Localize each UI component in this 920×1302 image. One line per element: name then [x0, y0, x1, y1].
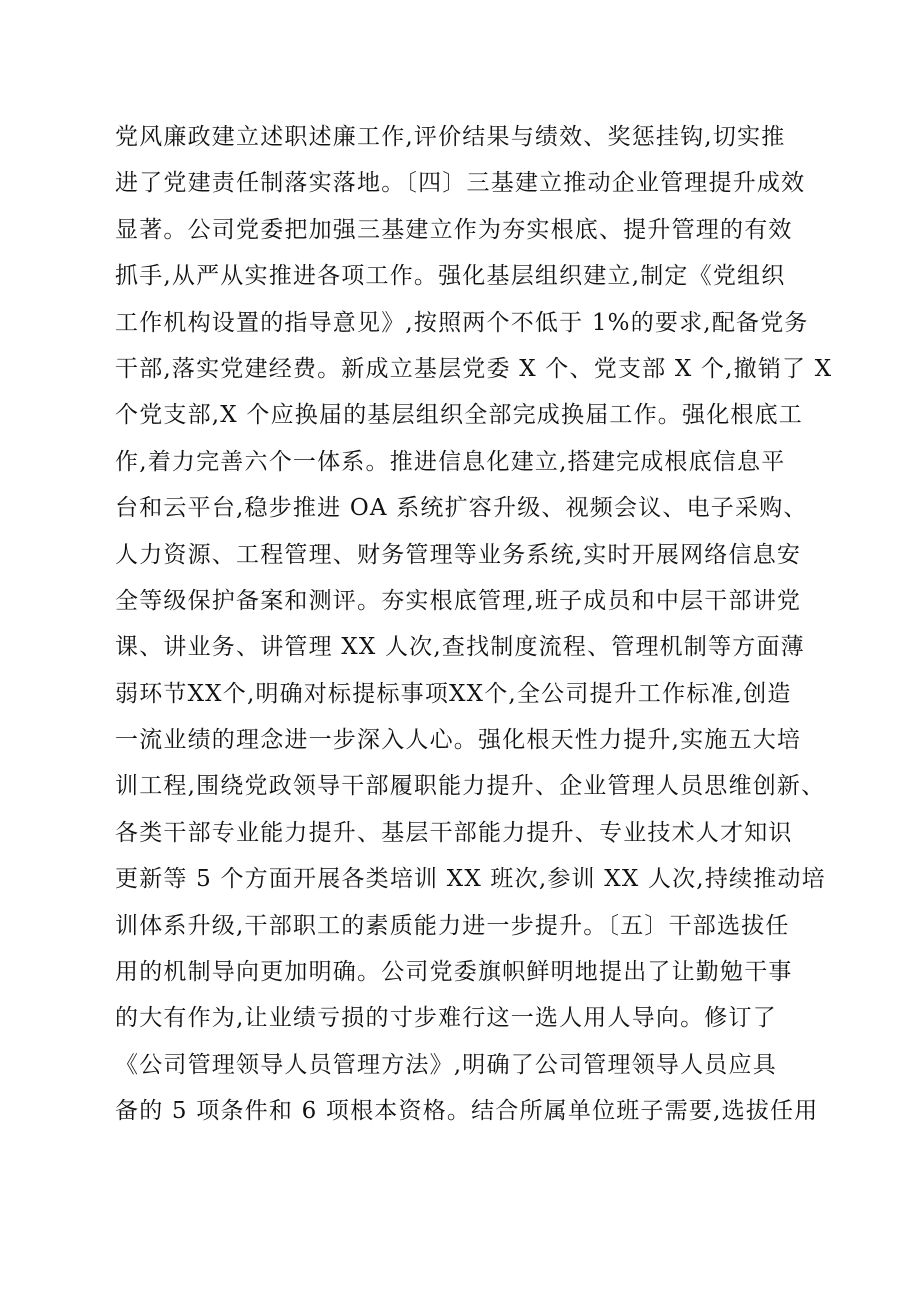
text-line: 更新等 5 个方面开展各类培训 XX 班次,参训 XX 人次,持续推动培 — [115, 866, 826, 893]
body-text — [115, 114, 833, 1135]
text-line: 各类干部专业能力提升、基层干部能力提升、专业技术人才知识 — [115, 819, 793, 846]
text-line: 备的 5 项条件和 6 项根本资格。结合所属单位班子需要,选拔任用 — [115, 1098, 819, 1125]
text-line: 人力资源、工程管理、财务管理等业务系统,实时开展网络信息安 — [115, 541, 802, 568]
text-line: 台和云平台,稳步推进 OA 系统扩容升级、视频会议、电子采购、 — [115, 495, 808, 522]
text-line: 个党支部,X 个应换届的基层组织全部完成换届工作。强化根底工 — [115, 402, 803, 429]
text-line: 的大有作为,让业绩亏损的寸步难行这一选人用人导向。修订了 — [115, 1005, 777, 1032]
text-line: 显著。公司党委把加强三基建立作为夯实根底、提升管理的有效 — [115, 216, 793, 243]
text-line: 训体系升级,干部职工的素质能力进一步提升。〔五〕干部选拔任 — [115, 912, 790, 939]
text-line: 《公司管理领导人员管理方法》,明确了公司管理领导人员应具 — [115, 1051, 777, 1078]
text-line: 训工程,围绕党政领导干部履职能力提升、企业管理人员思维创新、 — [115, 773, 826, 800]
text-line: 进了党建责任制落实落地。〔四〕三基建立推动企业管理提升成效 — [115, 170, 806, 197]
text-line: 党风廉政建立述职述廉工作,评价结果与绩效、奖惩挂钩,切实推 — [115, 124, 786, 150]
text-line: 弱环节XX个,明确对标提标事项XX个,全公司提升工作标准,创造 — [115, 680, 792, 707]
text-line: 作,着力完善六个一体系。推进信息化建立,搭建完成根底信息平 — [115, 448, 786, 475]
text-line: 课、讲业务、讲管理 XX 人次,查找制度流程、管理机制等方面薄 — [115, 634, 805, 661]
text-line: 全等级保护备案和测评。夯实根底管理,班子成员和中层干部讲党 — [115, 587, 802, 614]
text-line: 干部,落实党建经费。新成立基层党委 X 个、党支部 X 个,撤销了 X — [115, 355, 833, 382]
text-line: 用的机制导向更加明确。公司党委旗帜鲜明地提出了让勤勉干事 — [115, 959, 793, 986]
text-line: 工作机构设置的指导意见》,按照两个不低于 1%的要求,配备党务 — [115, 309, 809, 336]
text-line: 抓手,从严从实推进各项工作。强化基层组织建立,制定《党组织 — [115, 263, 786, 290]
text-line: 一流业绩的理念进一步深入人心。强化根天性力提升,实施五大培 — [115, 727, 802, 754]
